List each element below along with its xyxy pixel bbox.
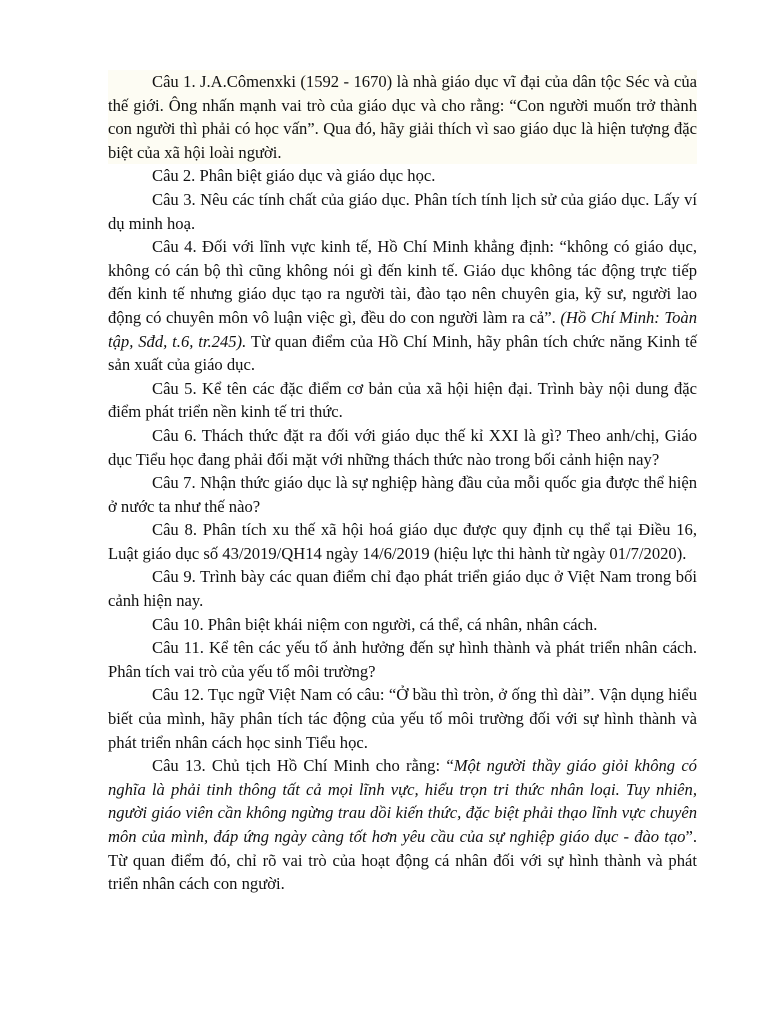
question-3-text: Câu 3. Nêu các tính chất của giáo dục. Phân tích tính lịch sử của giáo dục. Lấy ví dụ minh hoạ. bbox=[108, 189, 697, 233]
question-10 bbox=[108, 613, 697, 637]
question-13 bbox=[108, 754, 697, 896]
question-1-text: Câu 1. J.A.Cômenxki (1592 - 1670) là nhà giáo dục vĩ đại của dân tộc Séc và của thế giới. Ông nhấn mạnh vai trò của giáo dục và cho rằng: “Con người muốn trở thành con người thì phải có học vấn”. Qua đó, hãy giải thích vì sao giáo dục là hiện tượng đặc biệt của xã hội loài người. bbox=[108, 72, 697, 162]
question-11-text: Câu 11. Kể tên các yếu tố ảnh hưởng đến sự hình thành và phát triển nhân cách. Phân tích vai trò của yếu tố môi trường? bbox=[108, 638, 697, 681]
document-page bbox=[108, 70, 697, 896]
question-7-text: Câu 7. Nhận thức giáo dục là sự nghiệp hàng đầu của mỗi quốc gia được thể hiện ở nước ta như thế nào? bbox=[108, 473, 697, 516]
question-13-quote: Một người thầy giáo giỏi không có nghĩa là phải tinh thông tất cả mọi lĩnh vực, hiểu trọn tri thức nhân loại. Tuy nhiên, người giáo viên cần không ngừng trau dồi kiến thức, đặc biệt phải thạo lĩnh vực chuyên môn của mình, đáp ứng ngày càng tốt hơn yêu cầu của sự nghiệp giáo dục - đào tạo bbox=[108, 756, 697, 846]
question-2-text: Câu 2. Phân biệt giáo dục và giáo dục học. bbox=[152, 166, 436, 186]
question-7 bbox=[108, 471, 697, 518]
question-5 bbox=[108, 377, 697, 424]
question-9 bbox=[108, 565, 697, 612]
question-8 bbox=[108, 518, 697, 565]
question-4-text: Câu 4. Đối với lĩnh vực kinh tế, Hồ Chí Minh khẳng định: “không có giáo dục, không có cán bộ thì cũng không nói gì đến kinh tế. Giáo dục không tác động trực tiếp đến kinh tế nhưng giáo dục tạo ra người tài, đào tạo nên chuyên gia, kỹ sư, người lao động có chuyên môn vô luận việc gì, đều do con người làm ra cả”. bbox=[108, 237, 697, 327]
question-4-text-continued: Từ quan điểm của Hồ Chí Minh, hãy phân tích chức năng Kinh tế sản xuất của giáo dục. bbox=[108, 331, 697, 375]
question-13-text: Câu 13. Chủ tịch Hồ Chí Minh cho rằng: “ bbox=[152, 756, 454, 776]
question-1 bbox=[108, 70, 697, 164]
question-3 bbox=[108, 188, 697, 235]
question-10-text: Câu 10. Phân biệt khái niệm con người, cá thể, cá nhân, nhân cách. bbox=[152, 614, 598, 634]
question-2 bbox=[108, 164, 697, 188]
question-13-text-continued: ”. Từ quan điểm đó, chỉ rõ vai trò của hoạt động cá nhân đối với sự hình thành và phát triển nhân cách con người. bbox=[108, 827, 697, 894]
question-12 bbox=[108, 683, 697, 754]
question-4 bbox=[108, 235, 697, 377]
question-9-text: Câu 9. Trình bày các quan điểm chỉ đạo phát triển giáo dục ở Việt Nam trong bối cảnh hiện nay. bbox=[108, 567, 697, 611]
question-6 bbox=[108, 424, 697, 471]
question-5-text: Câu 5. Kể tên các đặc điểm cơ bản của xã hội hiện đại. Trình bày nội dung đặc điểm phát triển nền kinh tế tri thức. bbox=[108, 378, 697, 422]
question-12-text: Câu 12. Tục ngữ Việt Nam có câu: “Ở bầu thì tròn, ở ống thì dài”. Vận dụng hiểu biết của mình, hãy phân tích tác động của yếu tố môi trường đối với sự hình thành và phát triển nhân cách học sinh Tiểu học. bbox=[108, 685, 697, 752]
question-6-text: Câu 6. Thách thức đặt ra đối với giáo dục thế kỉ XXI là gì? Theo anh/chị, Giáo dục Tiểu học đang phải đối mặt với những thách thức nào trong bối cảnh hiện nay? bbox=[108, 425, 697, 469]
question-8-text: Câu 8. Phân tích xu thế xã hội hoá giáo dục được quy định cụ thể tại Điều 16, Luật giáo dục số 43/2019/QH14 ngày 14/6/2019 (hiệu lực thi hành từ ngày 01/7/2020). bbox=[108, 520, 697, 563]
question-4-citation: (Hồ Chí Minh: Toàn tập, Sđd, t.6, tr.245). bbox=[108, 307, 697, 351]
question-11 bbox=[108, 636, 697, 683]
